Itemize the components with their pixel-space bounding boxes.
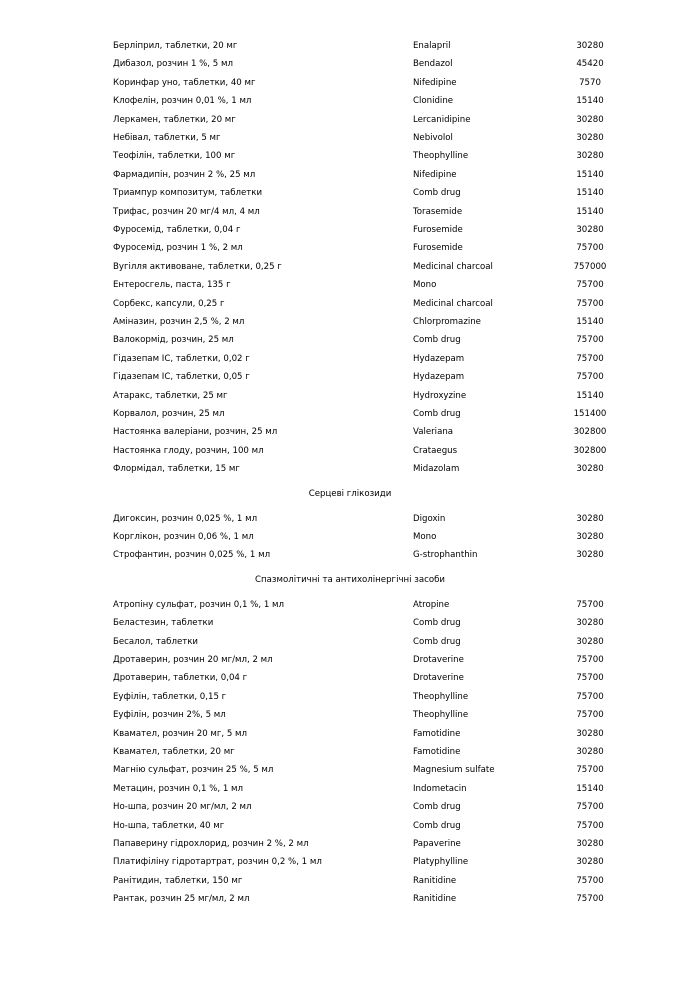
active-substance: Lercanidipine <box>413 114 471 125</box>
active-substance: Famotidine <box>413 728 461 739</box>
active-substance: Comb drug <box>413 802 461 813</box>
drug-product-name: Сорбекс, капсули, 0,25 г <box>113 298 225 309</box>
table-row <box>0 633 700 651</box>
table-row <box>0 239 700 257</box>
quantity-value: 30280 <box>576 728 604 739</box>
drug-product-name: Гідазепам ІС, таблетки, 0,05 г <box>113 372 250 383</box>
quantity-value: 30280 <box>576 41 604 51</box>
table-row <box>0 460 700 478</box>
quantity-value: 75700 <box>576 655 604 665</box>
quantity-value: 302800 <box>573 445 607 456</box>
active-substance: Furosemide <box>413 225 463 235</box>
table-row <box>0 295 700 313</box>
table-row <box>0 596 700 614</box>
table-row <box>0 725 700 743</box>
section-heading: Спазмолітичні та антихолінергічні засоби <box>255 574 445 585</box>
active-substance: Medicinal charcoal <box>413 298 493 309</box>
quantity-value: 45420 <box>576 59 604 70</box>
active-substance: Furosemide <box>413 243 463 254</box>
quantity-value: 15140 <box>576 783 604 794</box>
table-row <box>0 442 700 460</box>
table-row <box>0 614 700 632</box>
active-substance: Ranitidine <box>413 894 457 905</box>
quantity-value: 30280 <box>576 839 604 849</box>
quantity-value: 15140 <box>576 317 604 327</box>
drug-product-name: Метацин, розчин 0,1 %, 1 мл <box>113 783 243 794</box>
active-substance: G-strophanthin <box>413 550 478 561</box>
active-substance: Comb drug <box>413 820 461 831</box>
active-substance: Hydazepam <box>413 372 465 383</box>
active-substance: Mono <box>413 532 437 542</box>
drug-product-name: Коринфар уно, таблетки, 40 мг <box>113 77 256 88</box>
active-substance: Enalapril <box>413 41 451 51</box>
active-substance: Ranitidine <box>413 875 457 886</box>
table-row <box>0 276 700 294</box>
table-row <box>0 331 700 349</box>
table-row <box>0 706 700 724</box>
quantity-value: 30280 <box>576 133 604 143</box>
drug-product-name: Квамател, таблетки, 20 мг <box>113 747 235 757</box>
table-row <box>0 221 700 239</box>
drug-product-name: Платифіліну гідротартрат, розчин 0,2 %, 1 мл <box>113 857 322 868</box>
active-substance: Comb drug <box>413 409 461 419</box>
active-substance: Nifedipine <box>413 77 457 88</box>
table-row <box>0 258 700 276</box>
table-row <box>0 74 700 92</box>
table-row <box>0 147 700 165</box>
quantity-value: 75700 <box>576 372 604 383</box>
quantity-value: 30280 <box>576 114 604 125</box>
active-substance: Theophylline <box>413 151 469 162</box>
active-substance: Mono <box>413 280 437 291</box>
quantity-value: 757000 <box>573 261 607 272</box>
drug-product-name: Триампур композитум, таблетки <box>113 188 263 199</box>
active-substance: Nifedipine <box>413 169 457 180</box>
table-row <box>0 651 700 669</box>
quantity-value: 30280 <box>576 857 604 868</box>
drug-product-name: Еуфілін, розчин 2%, 5 мл <box>113 710 226 721</box>
drug-product-name: Дигоксин, розчин 0,025 %, 1 мл <box>113 513 258 524</box>
quantity-value: 30280 <box>576 513 604 524</box>
active-substance: Digoxin <box>413 513 446 524</box>
table-row <box>0 92 700 110</box>
table-row <box>0 368 700 386</box>
drug-product-name: Магнію сульфат, розчин 25 %, 5 мл <box>113 765 274 776</box>
table-row <box>0 872 700 890</box>
active-substance: Hydazepam <box>413 353 465 364</box>
active-substance: Atropine <box>413 599 450 610</box>
drug-product-name: Беластезин, таблетки <box>113 618 214 629</box>
quantity-value: 75700 <box>576 243 604 254</box>
active-substance: Hydroxyzine <box>413 390 467 401</box>
drug-product-name: Но-шпа, таблетки, 40 мг <box>113 820 225 831</box>
table-row <box>0 688 700 706</box>
quantity-value: 75700 <box>576 820 604 831</box>
drug-product-name: Леркамен, таблетки, 20 мг <box>113 114 236 125</box>
drug-product-name: Флормідал, таблетки, 15 мг <box>113 464 240 475</box>
table-row <box>0 350 700 368</box>
drug-product-name: Клофелін, розчин 0,01 %, 1 мл <box>113 96 252 107</box>
section-heading: Серцеві глікозиди <box>308 488 392 499</box>
quantity-value: 75700 <box>576 802 604 813</box>
table-row <box>0 166 700 184</box>
active-substance: Theophylline <box>413 691 469 702</box>
drug-product-name: Вугілля активоване, таблетки, 0,25 г <box>113 261 282 272</box>
drug-product-name: Ранітидин, таблетки, 150 мг <box>113 875 243 886</box>
table-row <box>0 761 700 779</box>
active-substance: Bendazol <box>413 59 453 70</box>
drug-product-name: Фуросемід, розчин 1 %, 2 мл <box>113 243 243 254</box>
active-substance: Torasemide <box>413 206 463 217</box>
drug-product-name: Аміназин, розчин 2,5 %, 2 мл <box>113 317 245 327</box>
quantity-value: 7570 <box>579 77 601 88</box>
active-substance: Clonidine <box>413 96 454 107</box>
quantity-value: 75700 <box>576 298 604 309</box>
active-substance: Medicinal charcoal <box>413 261 493 272</box>
drug-product-name: Бесалол, таблетки <box>113 636 199 647</box>
quantity-value: 75700 <box>576 691 604 702</box>
table-row <box>0 129 700 147</box>
table-row <box>0 55 700 73</box>
drug-product-name: Дибазол, розчин 1 %, 5 мл <box>113 59 233 70</box>
drug-product-name: Корвалол, розчин, 25 мл <box>113 409 225 419</box>
quantity-value: 75700 <box>576 673 604 684</box>
active-substance: Indometacin <box>413 783 467 794</box>
quantity-value: 75700 <box>576 353 604 364</box>
quantity-value: 15140 <box>576 96 604 107</box>
active-substance: Crataegus <box>413 445 458 456</box>
drug-product-name: Еуфілін, таблетки, 0,15 г <box>113 691 227 702</box>
active-substance: Nebivolol <box>413 133 453 143</box>
table-row <box>0 669 700 687</box>
active-substance: Comb drug <box>413 188 461 199</box>
active-substance: Comb drug <box>413 335 461 346</box>
table-row <box>0 405 700 423</box>
active-substance: Theophylline <box>413 710 469 721</box>
drug-product-name: Дротаверин, розчин 20 мг/мл, 2 мл <box>113 655 273 665</box>
table-row <box>0 743 700 761</box>
quantity-value: 75700 <box>576 280 604 291</box>
quantity-value: 302800 <box>573 427 607 438</box>
quantity-value: 30280 <box>576 532 604 542</box>
drug-product-name: Рантак, розчин 25 мг/мл, 2 мл <box>113 894 250 905</box>
quantity-value: 75700 <box>576 765 604 776</box>
quantity-value: 15140 <box>576 188 604 199</box>
table-row <box>0 853 700 871</box>
active-substance: Papaverine <box>413 839 461 849</box>
table-row <box>0 780 700 798</box>
table-row <box>0 37 700 55</box>
quantity-value: 30280 <box>576 151 604 162</box>
quantity-value: 30280 <box>576 618 604 629</box>
table-row <box>0 203 700 221</box>
drug-product-name: Валокормід, розчин, 25 мл <box>113 335 234 346</box>
table-row <box>0 313 700 331</box>
table-row <box>0 817 700 835</box>
active-substance: Famotidine <box>413 747 461 757</box>
table-row <box>0 184 700 202</box>
table-row <box>0 528 700 546</box>
drug-product-name: Ентеросгель, паста, 135 г <box>113 280 231 291</box>
quantity-value: 30280 <box>576 464 604 475</box>
quantity-value: 151400 <box>573 409 607 419</box>
active-substance: Midazolam <box>413 464 460 475</box>
quantity-value: 30280 <box>576 636 604 647</box>
quantity-value: 30280 <box>576 225 604 235</box>
quantity-value: 75700 <box>576 894 604 905</box>
table-row <box>0 798 700 816</box>
active-substance: Comb drug <box>413 618 461 629</box>
drug-product-name: Строфантин, розчин 0,025 %, 1 мл <box>113 550 271 561</box>
table-row <box>0 423 700 441</box>
drug-product-name: Корглікон, розчин 0,06 %, 1 мл <box>113 532 254 542</box>
drug-product-name: Теофілін, таблетки, 100 мг <box>113 151 236 162</box>
drug-product-name: Атропіну сульфат, розчин 0,1 %, 1 мл <box>113 599 284 610</box>
active-substance: Valeriana <box>413 427 454 438</box>
quantity-value: 30280 <box>576 550 604 561</box>
quantity-value: 75700 <box>576 599 604 610</box>
active-substance: Platyphylline <box>413 857 469 868</box>
table-row <box>0 890 700 908</box>
drug-product-name: Настоянка глоду, розчин, 100 мл <box>113 445 264 456</box>
drug-product-name: Папаверину гідрохлорид, розчин 2 %, 2 мл <box>113 839 309 849</box>
drug-product-name: Но-шпа, розчин 20 мг/мл, 2 мл <box>113 802 252 813</box>
active-substance: Chlorpromazine <box>413 317 481 327</box>
table-row <box>0 835 700 853</box>
quantity-value: 30280 <box>576 747 604 757</box>
drug-product-name: Гідазепам ІС, таблетки, 0,02 г <box>113 353 250 364</box>
quantity-value: 75700 <box>576 335 604 346</box>
table-row <box>0 387 700 405</box>
active-substance: Comb drug <box>413 636 461 647</box>
table-row <box>0 111 700 129</box>
quantity-value: 15140 <box>576 390 604 401</box>
drug-product-name: Берліприл, таблетки, 20 мг <box>113 41 238 51</box>
drug-product-name: Фуросемід, таблетки, 0,04 г <box>113 225 241 235</box>
active-substance: Drotaverine <box>413 673 464 684</box>
table-row <box>0 546 700 564</box>
active-substance: Drotaverine <box>413 655 464 665</box>
quantity-value: 75700 <box>576 875 604 886</box>
drug-product-name: Дротаверин, таблетки, 0,04 г <box>113 673 248 684</box>
drug-product-name: Настоянка валеріани, розчин, 25 мл <box>113 427 278 438</box>
quantity-value: 75700 <box>576 710 604 721</box>
drug-product-name: Трифас, розчин 20 мг/4 мл, 4 мл <box>113 206 260 217</box>
drug-product-name: Небівал, таблетки, 5 мг <box>113 133 221 143</box>
quantity-value: 15140 <box>576 169 604 180</box>
active-substance: Magnesium sulfate <box>413 765 495 776</box>
drug-product-name: Атаракс, таблетки, 25 мг <box>113 390 228 401</box>
drug-product-name: Фармадипін, розчин 2 %, 25 мл <box>113 169 256 180</box>
drug-product-name: Квамател, розчин 20 мг, 5 мл <box>113 728 248 739</box>
table-row <box>0 510 700 528</box>
quantity-value: 15140 <box>576 206 604 217</box>
